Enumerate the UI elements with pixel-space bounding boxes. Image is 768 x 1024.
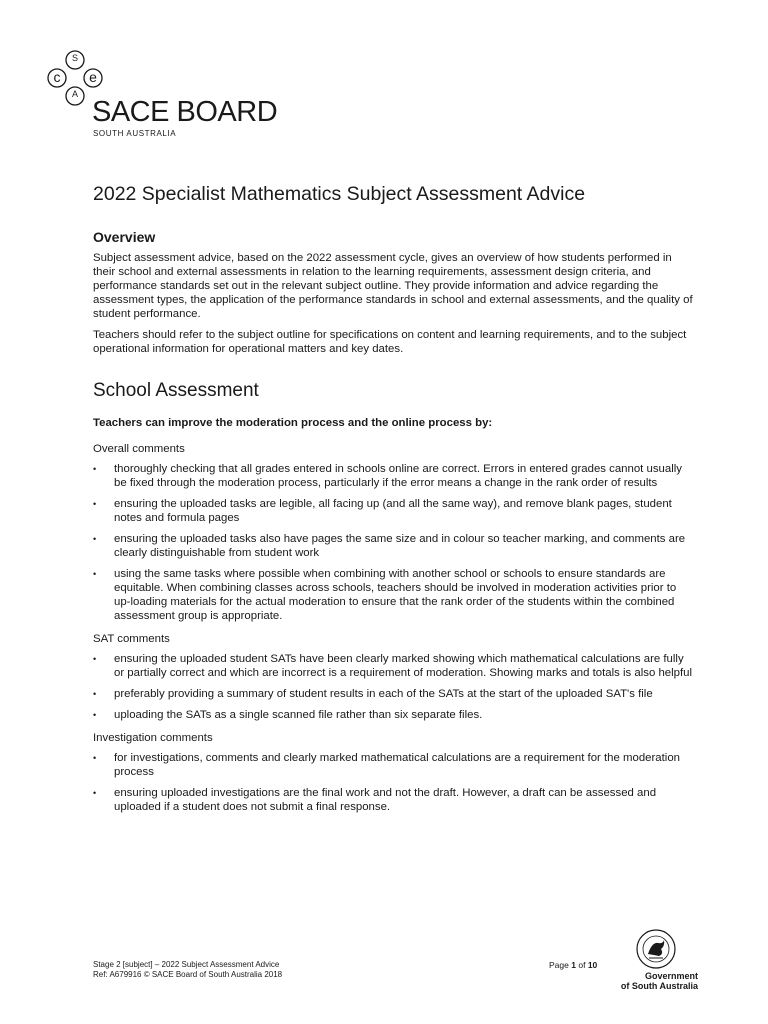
- logo-name: SACE BOARD: [92, 96, 278, 128]
- govt-line-1: Government: [644, 971, 698, 981]
- list-item: • ensuring the uploaded student SATs have been clearly marked showing which mathematical calculations are fully or partially correct and which are incorrect is a requirement of moderation. Showing marks and totals is also helpful: [93, 652, 695, 680]
- footer-line-2: Ref: A679916 © SACE Board of South Australia 2018: [93, 970, 283, 979]
- logo-letter-s: S: [71, 53, 78, 63]
- page-title: 2022 Specialist Mathematics Subject Assessment Advice: [93, 183, 586, 205]
- logo-letter-e: e: [89, 69, 97, 85]
- list-item: • ensuring the uploaded tasks also have pages the same size and in colour so teacher marking, and comments are clearly distinguishable from student work: [93, 532, 695, 560]
- overview-heading: Overview: [93, 229, 156, 246]
- list-item: • ensuring the uploaded tasks are legible, all facing up (and all the same way), and remove blank pages, student notes and formula pages: [93, 497, 695, 525]
- list-item: • ensuring uploaded investigations are the final work and not the draft. However, a draft can be assessed and uploaded if a student does not submit a final response.: [93, 786, 695, 814]
- logo-subtitle: SOUTH AUSTRALIA: [93, 129, 177, 138]
- school-assessment-heading: School Assessment: [93, 380, 259, 402]
- page-label: Page: [549, 960, 569, 970]
- overall-comments-list: [93, 462, 695, 623]
- sace-board-logo: [46, 50, 286, 140]
- overview-paragraph: Teachers should refer to the subject outline for specifications on content and learning requirements, and to the subject operational information for operational matters and key dates.: [93, 329, 687, 356]
- list-item: • thoroughly checking that all grades entered in schools online are correct. Errors in entered grades cannot usually be fixed through the moderation process, particularly if the error means a change in the rank order of results: [93, 462, 695, 490]
- logo-letter-a: A: [71, 89, 78, 99]
- logo-letter-c: c: [53, 69, 61, 85]
- footer-reference: [93, 960, 282, 980]
- sat-comments-heading: SAT comments: [93, 633, 170, 646]
- list-item: • using the same tasks where possible when combining with another school or schools to ensure standards are equitable. When combining classes across schools, teachers should be involved in moderation activities prior to up-loading materials for the actual moderation to ensure that the rank order of the students within the combined assessment group is appropriate.: [93, 567, 695, 623]
- footer-line-1: Stage 2 [subject] – 2022 Subject Assessment Advice: [93, 960, 280, 969]
- page-total: 10: [587, 960, 598, 970]
- page-current: 1: [571, 960, 576, 970]
- investigation-comments-heading: Investigation comments: [93, 732, 213, 745]
- sat-comments-list: [93, 652, 695, 722]
- piping-shrike-crest-icon: [611, 928, 701, 972]
- list-item: • preferably providing a summary of student results in each of the SATs at the start of the uploaded SAT's file: [93, 687, 695, 701]
- list-item: • for investigations, comments and clearly marked mathematical calculations are a requirement for the moderation process: [93, 751, 695, 779]
- overview-paragraph: Subject assessment advice, based on the 2022 assessment cycle, gives an overview of how students performed in their school and external assessments in relation to the learning requirements, assessment design criteria, and performance standards set out in the relevant subject outline. They provide information and advice regarding the assessment types, the application of the performance standards in school and external assessments, and the quality of student performance.: [93, 252, 693, 321]
- page-number: [549, 960, 597, 970]
- page-of: of: [578, 960, 586, 970]
- school-assessment-lead: Teachers can improve the moderation process and the online process by:: [93, 417, 493, 430]
- government-wordmark: [614, 971, 698, 991]
- investigation-comments-list: [93, 751, 695, 814]
- govt-line-2: of South Australia: [620, 981, 698, 991]
- list-item: • uploading the SATs as a single scanned file rather than six separate files.: [93, 708, 695, 722]
- overall-comments-heading: Overall comments: [93, 443, 185, 456]
- government-of-south-australia-logo: [611, 928, 701, 990]
- document-body: [93, 182, 695, 824]
